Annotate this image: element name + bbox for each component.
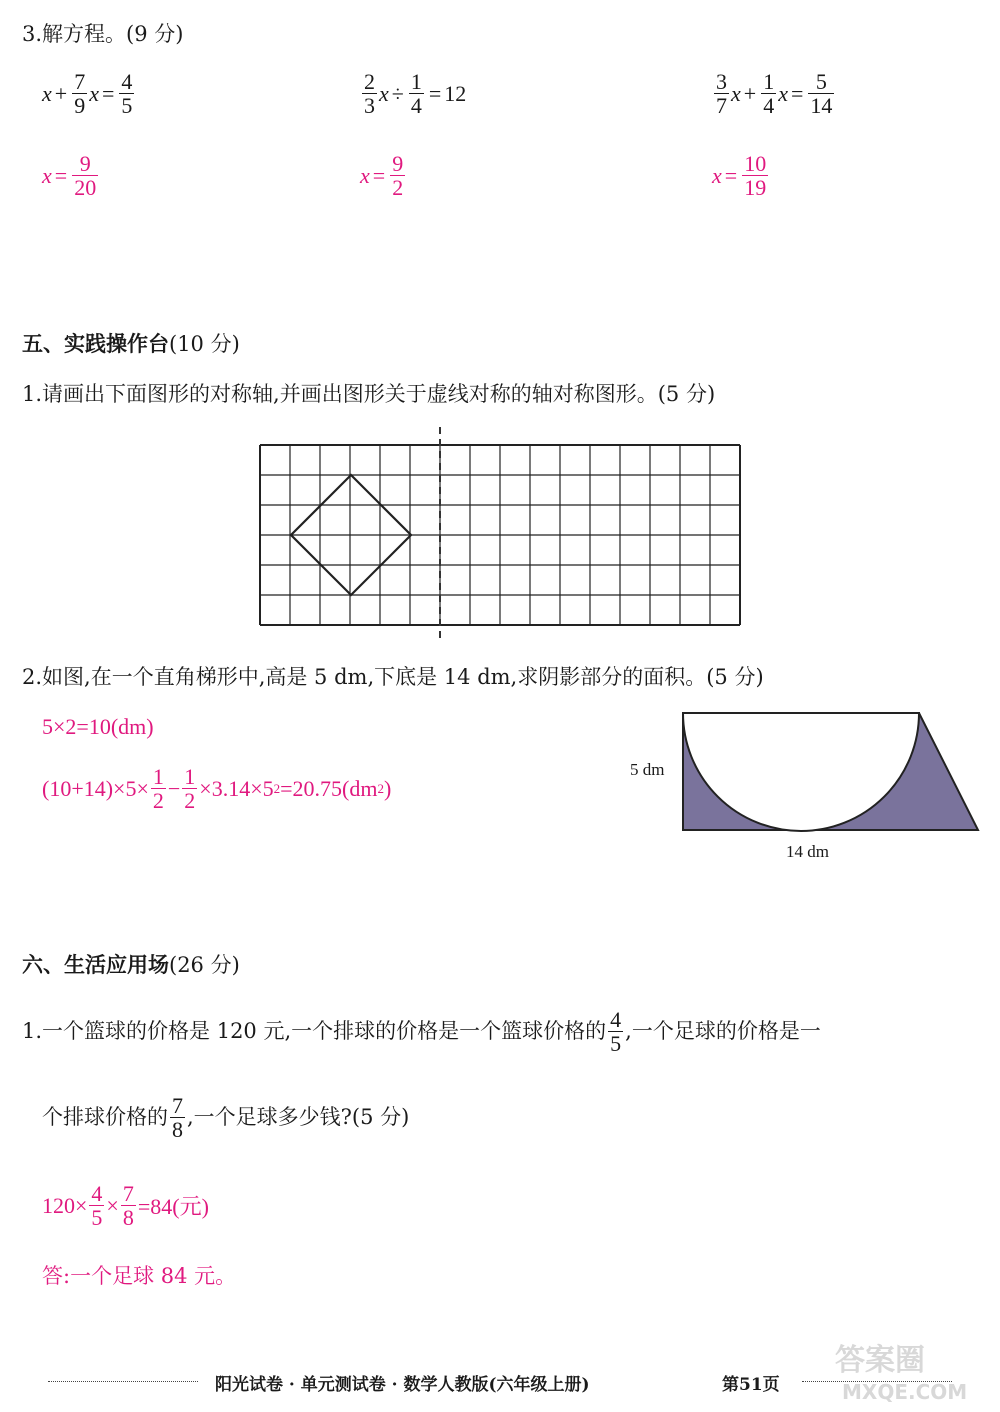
footer-divider-left bbox=[48, 1381, 198, 1382]
fraction bbox=[761, 70, 776, 117]
den: 9 bbox=[74, 93, 86, 119]
op: + bbox=[743, 80, 757, 106]
answer-3 bbox=[712, 152, 770, 199]
section6-answer: 答:一个足球 84 元。 bbox=[42, 1264, 237, 1288]
fraction bbox=[151, 765, 166, 812]
section6-score: (26 分) bbox=[169, 953, 240, 977]
op: ÷ bbox=[391, 80, 404, 106]
grid-lines bbox=[260, 445, 740, 625]
den: 8 bbox=[172, 1117, 183, 1143]
num: 1 bbox=[763, 69, 775, 94]
expr: (10+14)×5× bbox=[42, 775, 149, 801]
fraction bbox=[390, 152, 405, 199]
num: 1 bbox=[152, 764, 164, 789]
num: 5 bbox=[815, 69, 827, 94]
var: x bbox=[42, 80, 52, 106]
num: 1 bbox=[184, 764, 196, 789]
expr: =84(元) bbox=[137, 1194, 209, 1220]
page-number: 第51页 bbox=[722, 1375, 780, 1395]
fraction bbox=[409, 70, 424, 117]
op: = bbox=[372, 162, 386, 188]
trapezoid-figure bbox=[680, 710, 985, 835]
num: 4 bbox=[610, 1007, 622, 1032]
den: 2 bbox=[392, 175, 404, 201]
den: 4 bbox=[410, 93, 422, 119]
den: 2 bbox=[152, 788, 164, 814]
text: 个排球价格的 bbox=[42, 1105, 168, 1130]
num: 4 bbox=[121, 69, 133, 94]
fraction bbox=[72, 152, 98, 199]
section5-title: 五、实践操作台 bbox=[22, 332, 169, 356]
expr: 120× bbox=[42, 1192, 88, 1218]
den: 7 bbox=[716, 93, 727, 119]
op: × bbox=[106, 1192, 119, 1218]
expr: ×3.14×5 bbox=[199, 775, 274, 801]
num: 10 bbox=[744, 151, 767, 176]
var: x bbox=[360, 162, 370, 188]
op: = bbox=[428, 80, 442, 106]
den: 8 bbox=[122, 1205, 134, 1231]
section5-q2: 2.如图,在一个直角梯形中,高是 5 dm,下底是 14 dm,求阴影部分的面积。(5 分) bbox=[22, 665, 764, 689]
section6-answer-expr bbox=[42, 1182, 209, 1229]
watermark-logo: 答案圈 bbox=[835, 1343, 925, 1378]
den: 19 bbox=[744, 175, 767, 201]
fraction bbox=[608, 1008, 623, 1055]
base-label: 14 dm bbox=[786, 842, 829, 861]
op: = bbox=[724, 162, 738, 188]
equation-3 bbox=[712, 70, 836, 117]
var: x bbox=[379, 80, 389, 106]
rhs: 12 bbox=[444, 80, 467, 106]
fraction bbox=[72, 70, 87, 117]
op: + bbox=[54, 80, 68, 106]
var: x bbox=[731, 80, 741, 106]
section6-q1-line1 bbox=[22, 1008, 821, 1055]
den: 14 bbox=[810, 93, 833, 119]
fraction bbox=[121, 1182, 136, 1229]
num: 7 bbox=[122, 1181, 134, 1206]
text: 1.一个篮球的价格是 120 元,一个排球的价格是一个篮球价格的 bbox=[22, 1019, 607, 1044]
num: 9 bbox=[392, 151, 404, 176]
equation-1 bbox=[42, 70, 136, 117]
fraction bbox=[89, 1182, 104, 1229]
expr: =20.75(dm bbox=[280, 775, 378, 801]
num: 7 bbox=[172, 1093, 183, 1118]
fraction bbox=[119, 70, 134, 117]
den: 5 bbox=[121, 93, 133, 119]
op: = bbox=[101, 80, 115, 106]
var: x bbox=[712, 162, 722, 188]
fraction bbox=[362, 70, 377, 117]
section6-title: 六、生活应用场 bbox=[22, 953, 169, 977]
answer-2 bbox=[360, 152, 407, 199]
fraction bbox=[714, 70, 729, 117]
var: x bbox=[778, 80, 788, 106]
superscript: 2 bbox=[273, 780, 281, 796]
section5-q1: 1.请画出下面图形的对称轴,并画出图形关于虚线对称的轴对称图形。(5 分) bbox=[22, 382, 716, 406]
num: 3 bbox=[716, 69, 727, 94]
var: x bbox=[42, 162, 52, 188]
equation-2 bbox=[360, 70, 466, 117]
den: 5 bbox=[610, 1031, 622, 1057]
text: ,一个足球多少钱?(5 分) bbox=[187, 1105, 410, 1130]
expr: ) bbox=[383, 775, 392, 801]
num: 7 bbox=[74, 69, 86, 94]
symmetry-grid bbox=[255, 425, 745, 640]
footer-text: 阳光试卷 · 单元测试卷 · 数学人教版(六年级上册) bbox=[215, 1375, 590, 1395]
superscript: 2 bbox=[377, 780, 384, 796]
den: 2 bbox=[184, 788, 196, 814]
answer-1 bbox=[42, 152, 100, 199]
op: = bbox=[790, 80, 804, 106]
var: x bbox=[89, 80, 99, 106]
num: 2 bbox=[364, 69, 375, 94]
q3-title: 3.解方程。(9 分) bbox=[22, 22, 184, 46]
op: − bbox=[167, 775, 181, 801]
den: 20 bbox=[74, 175, 97, 201]
num: 9 bbox=[79, 151, 91, 176]
num: 1 bbox=[410, 69, 422, 94]
fraction bbox=[808, 70, 834, 117]
den: 4 bbox=[763, 93, 775, 119]
answer-line-2 bbox=[42, 765, 391, 812]
op: = bbox=[54, 162, 68, 188]
den: 5 bbox=[91, 1205, 103, 1231]
fraction bbox=[182, 765, 197, 812]
text: ,一个足球的价格是一 bbox=[625, 1019, 821, 1044]
section5-heading bbox=[22, 334, 240, 355]
den: 3 bbox=[364, 93, 375, 119]
section5-score: (10 分) bbox=[169, 332, 240, 356]
answer-line-1: 5×2=10(dm) bbox=[42, 714, 154, 739]
section6-q1-line2 bbox=[42, 1094, 409, 1141]
height-label: 5 dm bbox=[630, 760, 665, 779]
fraction bbox=[742, 152, 768, 199]
fraction bbox=[170, 1094, 185, 1141]
section6-heading bbox=[22, 955, 240, 976]
watermark-url: MXQE.COM bbox=[842, 1380, 968, 1404]
num: 4 bbox=[91, 1181, 103, 1206]
